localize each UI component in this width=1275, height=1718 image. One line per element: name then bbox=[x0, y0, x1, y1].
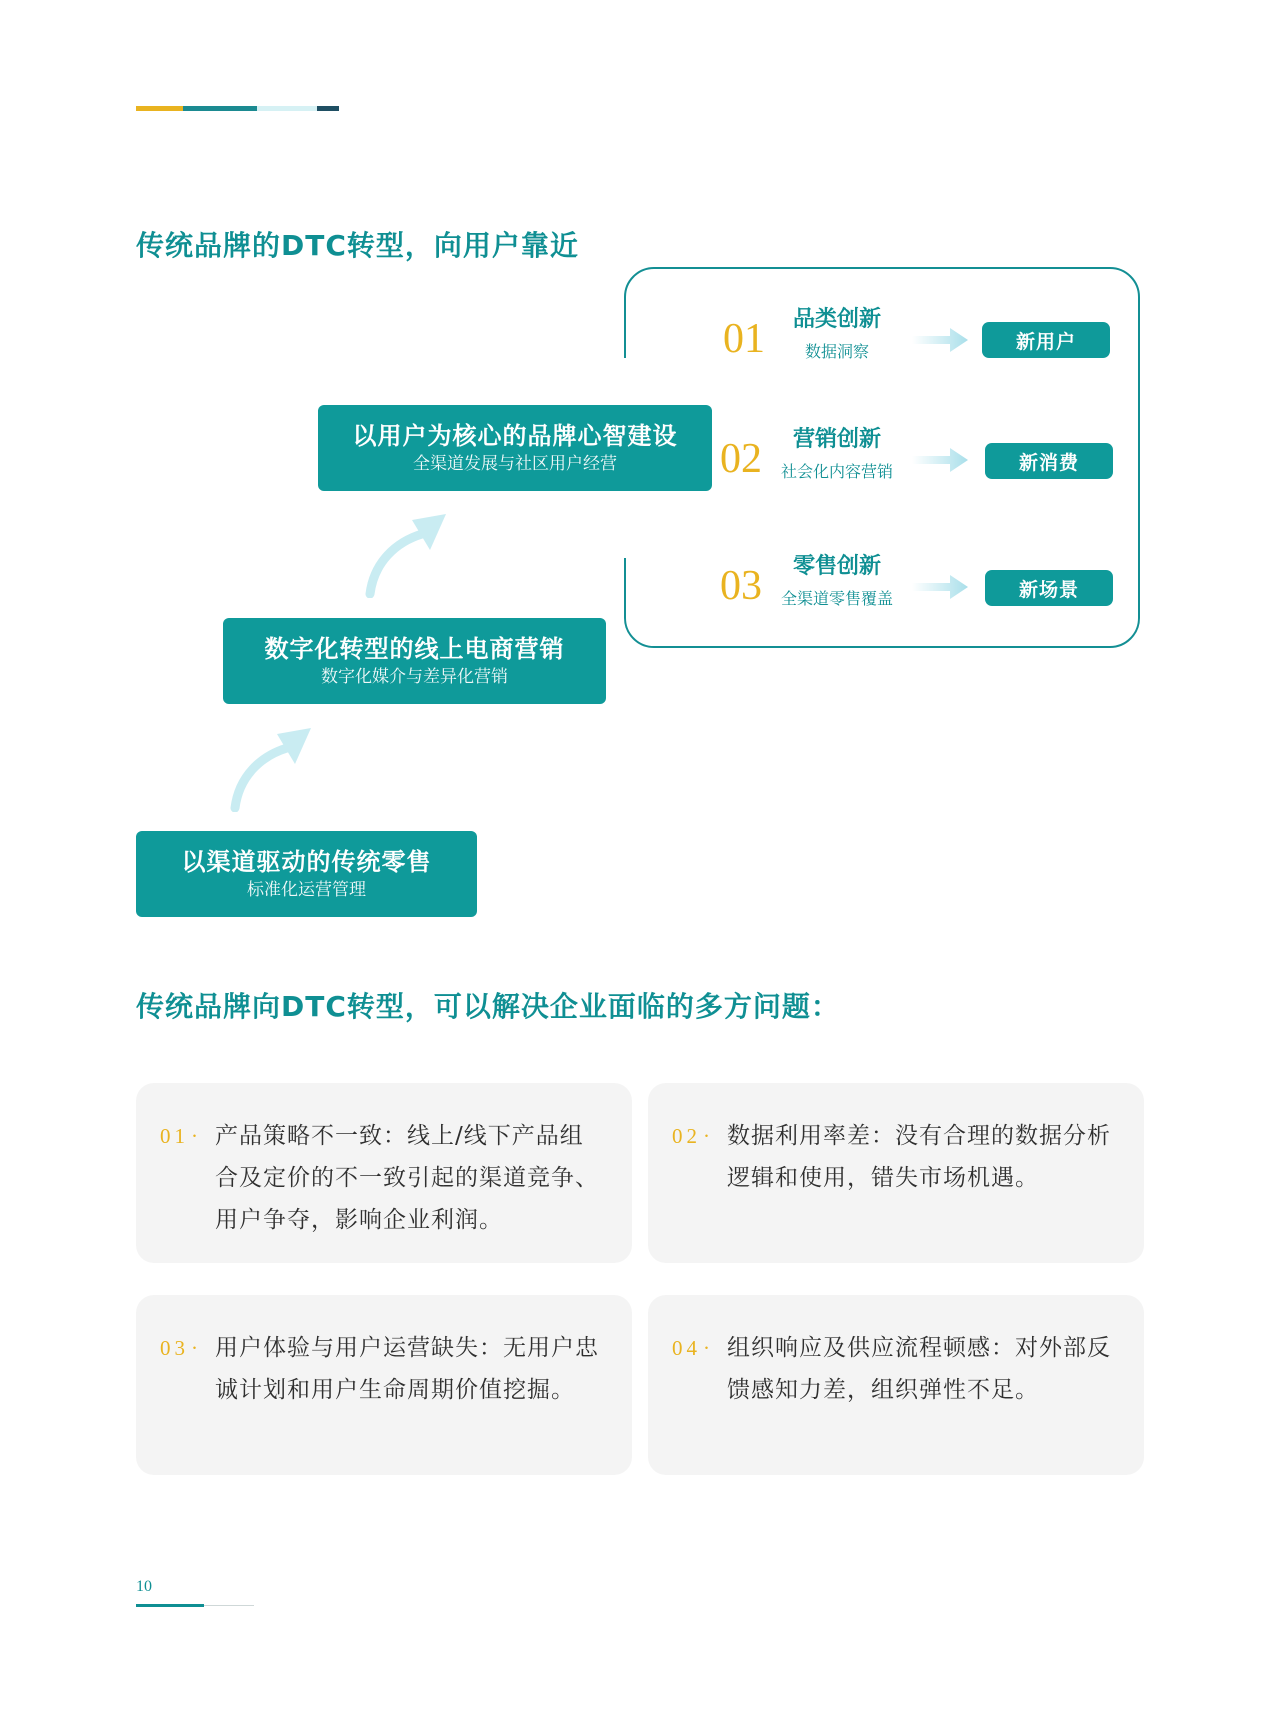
innovation-subtitle: 社会化内容营销 bbox=[780, 462, 893, 481]
problem-text: 用户体验与用户运营缺失：无用户忠诚计划和用户生命周期价值挖掘。 bbox=[215, 1335, 599, 1403]
footer-rule bbox=[204, 1605, 254, 1606]
result-badge-new-consumption: 新消费 bbox=[985, 443, 1113, 479]
innovation-subtitle: 全渠道零售覆盖 bbox=[780, 589, 893, 608]
problem-card bbox=[648, 1295, 1144, 1475]
innovation-title: 零售创新 bbox=[792, 554, 881, 579]
problem-number: 02· bbox=[672, 1124, 710, 1148]
step-subtitle: 数字化媒介与差异化营销 bbox=[321, 667, 508, 687]
problem-number: 04· bbox=[672, 1336, 710, 1360]
step-subtitle: 全渠道发展与社区用户经营 bbox=[413, 454, 617, 474]
curved-arrow-icon bbox=[225, 722, 325, 812]
problem-text: 产品策略不一致：线上/线下产品组合及定价的不一致引起的渠道竞争、用户争夺，影响企业利润。 bbox=[215, 1123, 599, 1233]
problem-number: 01· bbox=[160, 1124, 198, 1148]
curved-arrow-icon bbox=[360, 508, 460, 598]
right-arrow-icon bbox=[912, 326, 968, 354]
result-badge-new-scenarios: 新场景 bbox=[985, 570, 1113, 606]
problem-card bbox=[136, 1295, 632, 1475]
step-title: 以渠道驱动的传统零售 bbox=[181, 848, 432, 876]
step-box-traditional-retail bbox=[136, 831, 477, 917]
section-title-problems: 传统品牌向DTC转型，可以解决企业面临的多方问题： bbox=[136, 990, 840, 1023]
step-box-brand-mind bbox=[318, 405, 712, 491]
decorative-bar-gold bbox=[136, 106, 183, 111]
innovation-subtitle: 数据洞察 bbox=[804, 342, 869, 361]
innovation-number: 02 bbox=[720, 436, 762, 482]
problem-card bbox=[136, 1083, 632, 1263]
decorative-bar-light bbox=[257, 106, 317, 111]
decorative-bar-navy bbox=[317, 106, 339, 111]
innovation-number: 03 bbox=[720, 563, 762, 609]
step-subtitle: 标准化运营管理 bbox=[247, 880, 366, 900]
result-badge-new-users: 新用户 bbox=[982, 322, 1110, 358]
innovation-number: 01 bbox=[723, 316, 765, 362]
problem-text: 组织响应及供应流程顿感：对外部反馈感知力差，组织弹性不足。 bbox=[727, 1335, 1111, 1403]
footer-rule-accent bbox=[136, 1604, 204, 1607]
section-title-dtc-transformation: 传统品牌的DTC转型，向用户靠近 bbox=[136, 229, 579, 262]
innovation-title: 品类创新 bbox=[792, 307, 881, 332]
step-title: 以用户为核心的品牌心智建设 bbox=[352, 422, 678, 450]
page-number: 10 bbox=[136, 1578, 152, 1595]
right-arrow-icon bbox=[912, 573, 968, 601]
problem-card bbox=[648, 1083, 1144, 1263]
decorative-bar-teal bbox=[183, 106, 257, 111]
innovation-title: 营销创新 bbox=[792, 427, 881, 452]
problem-number: 03· bbox=[160, 1336, 198, 1360]
right-arrow-icon bbox=[912, 446, 968, 474]
problem-text: 数据利用率差：没有合理的数据分析逻辑和使用，错失市场机遇。 bbox=[727, 1123, 1111, 1191]
step-box-online-ecommerce bbox=[223, 618, 606, 704]
step-title: 数字化转型的线上电商营销 bbox=[264, 635, 565, 663]
